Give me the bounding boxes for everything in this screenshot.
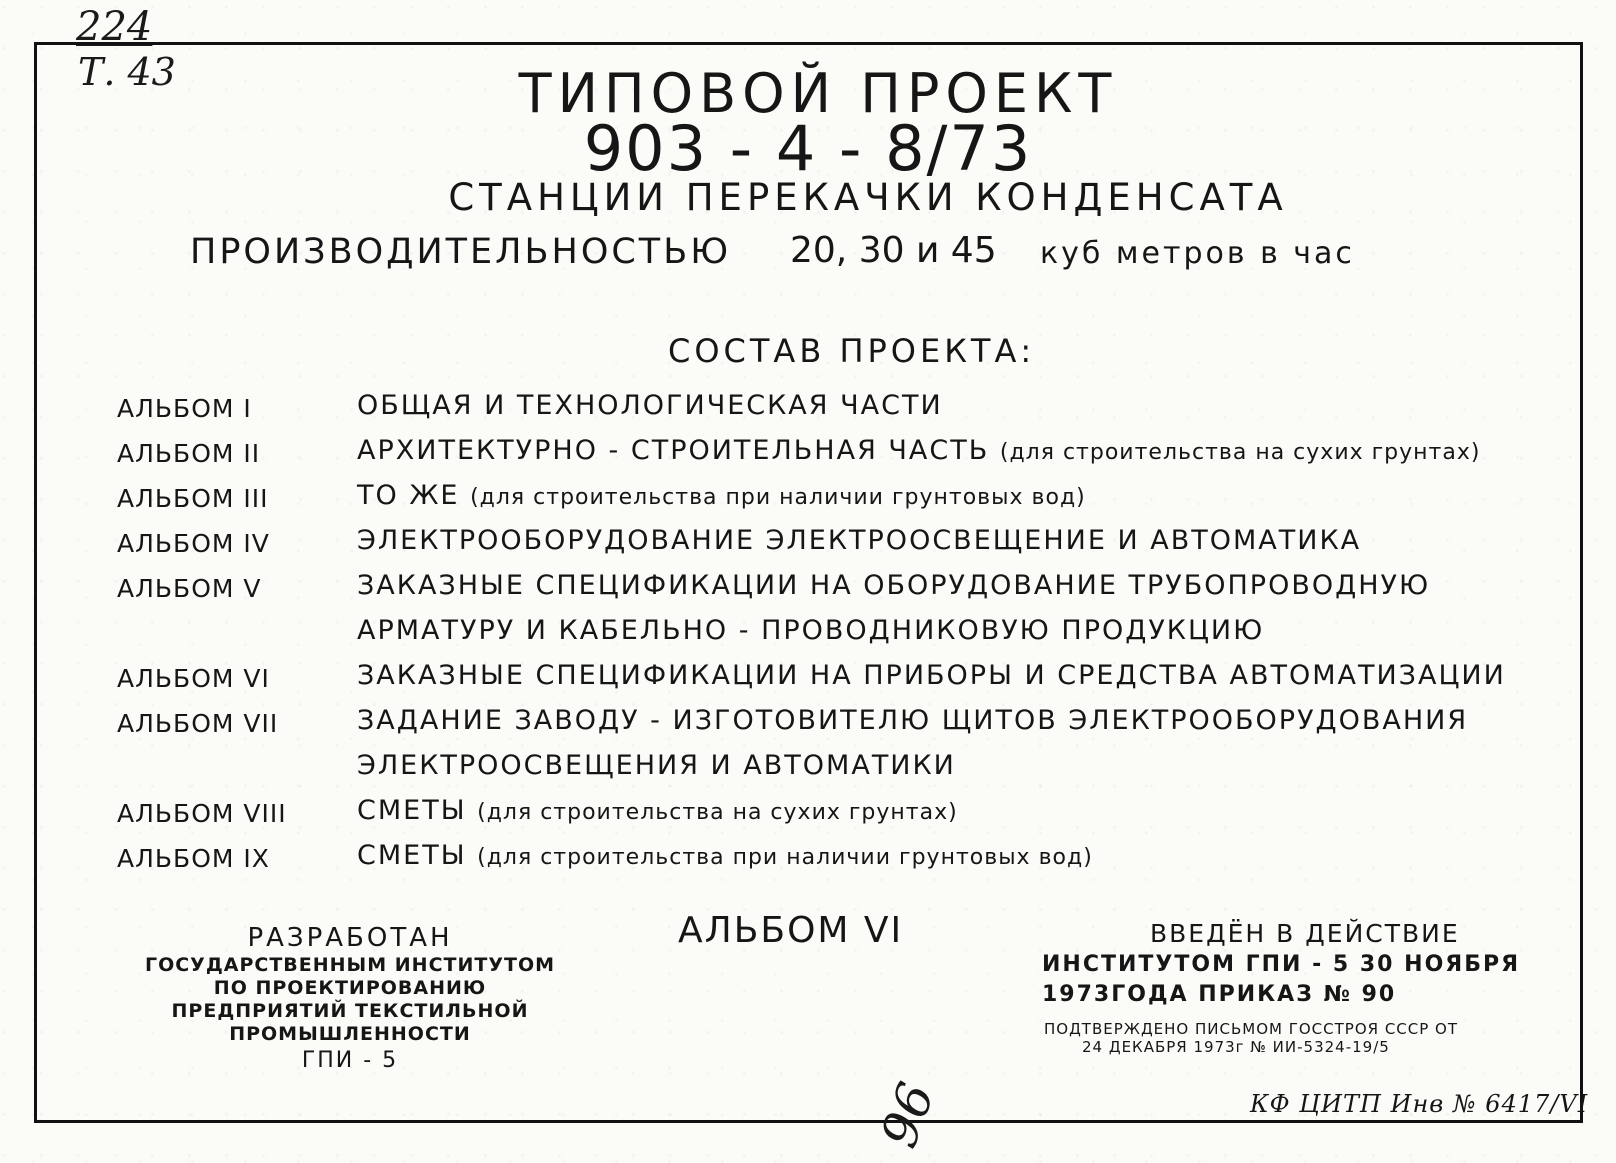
capacity-unit: куб метров в час — [1040, 236, 1355, 271]
developer-line: ПРЕДПРИЯТИЙ ТЕКСТИЛЬНОЙ — [171, 1000, 529, 1022]
developer-line: ГОСУДАРСТВЕННЫМ ИНСТИТУТОМ — [144, 954, 556, 976]
album-description: ЭЛЕКТРООБОРУДОВАНИЕ ЭЛЕКТРООСВЕЩЕНИЕ И АВТОМАТИКА — [357, 525, 1362, 556]
list-item — [112, 615, 1552, 660]
developer-line: ПРОМЫШЛЕННОСТИ — [229, 1023, 471, 1045]
album-label: АЛЬБОМ IX — [117, 844, 270, 873]
handwritten-scribble: 96 — [869, 1075, 946, 1155]
list-item — [112, 750, 1552, 795]
list-item — [112, 705, 1552, 750]
album-label: АЛЬБОМ VIII — [117, 799, 287, 828]
developer-code: ГПИ - 5 — [301, 1048, 399, 1073]
list-item — [112, 840, 1552, 885]
composition-title: СОСТАВ ПРОЕКТА: — [668, 332, 1036, 370]
capacity-prefix: ПРОИЗВОДИТЕЛЬНОСТЬЮ — [190, 232, 731, 272]
list-item — [112, 795, 1552, 840]
album-label: АЛЬБОМ IV — [117, 529, 270, 558]
introduction-line: ИНСТИТУТОМ ГПИ - 5 30 НОЯБРЯ — [1042, 952, 1521, 977]
album-label: АЛЬБОМ V — [117, 574, 262, 603]
introduction-line: 1973ГОДА ПРИКАЗ № 90 — [1042, 982, 1397, 1007]
handwritten-number-bottom: Т. 43 — [78, 50, 176, 94]
confirmation-line: ПОДТВЕРЖДЕНО ПИСЬМОМ ГОССТРОЯ СССР ОТ — [1044, 1020, 1459, 1038]
list-item — [112, 390, 1552, 435]
album-description: ЗАКАЗНЫЕ СПЕЦИФИКАЦИИ НА ОБОРУДОВАНИЕ ТРУБОПРОВОДНУЮ — [357, 570, 1431, 601]
project-subject: СТАНЦИИ ПЕРЕКАЧКИ КОНДЕНСАТА — [448, 176, 1288, 219]
introduction-block — [1042, 918, 1562, 1056]
list-item — [112, 660, 1552, 705]
album-label: АЛЬБОМ VII — [117, 709, 279, 738]
album-description: АРМАТУРУ И КАБЕЛЬНО - ПРОВОДНИКОВУЮ ПРОДУКЦИЮ — [357, 615, 1265, 646]
list-item — [112, 525, 1552, 570]
album-list — [112, 390, 1552, 885]
handwritten-number-top: 224 — [76, 4, 153, 50]
album-label: АЛЬБОМ VI — [117, 664, 270, 693]
list-item — [112, 480, 1552, 525]
album-description: ЭЛЕКТРООСВЕЩЕНИЯ И АВТОМАТИКИ — [357, 750, 956, 781]
current-album-label: АЛЬБОМ VI — [678, 910, 904, 951]
album-label: АЛЬБОМ II — [117, 439, 261, 468]
confirmation-line: 24 ДЕКАБРЯ 1973г № ИИ-5324-19/5 — [1082, 1038, 1390, 1056]
list-item — [112, 435, 1552, 480]
album-description: АРХИТЕКТУРНО - СТРОИТЕЛЬНАЯ ЧАСТЬ (для строительства на сухих грунтах) — [357, 435, 1481, 466]
album-description: ЗАКАЗНЫЕ СПЕЦИФИКАЦИИ НА ПРИБОРЫ И СРЕДСТВА АВТОМАТИЗАЦИИ — [357, 660, 1506, 691]
project-number: 903 - 4 - 8/73 — [583, 112, 1033, 185]
list-item — [112, 570, 1552, 615]
capacity-values: 20, 30 и 45 — [790, 230, 997, 271]
developer-line: ПО ПРОЕКТИРОВАНИЮ — [213, 977, 487, 999]
album-description: СМЕТЫ (для строительства на сухих грунтах) — [357, 795, 958, 826]
album-description: ТО ЖЕ (для строительства при наличии грунтовых вод) — [357, 480, 1086, 511]
album-description: ОБЩАЯ И ТЕХНОЛОГИЧЕСКАЯ ЧАСТИ — [357, 390, 943, 421]
developer-block — [120, 922, 580, 1076]
album-description: ЗАДАНИЕ ЗАВОДУ - ИЗГОТОВИТЕЛЮ ЩИТОВ ЭЛЕКТРООБОРУДОВАНИЯ — [357, 705, 1469, 736]
developer-heading: РАЗРАБОТАН — [247, 923, 453, 953]
album-description: СМЕТЫ (для строительства при наличии грунтовых вод) — [357, 840, 1093, 871]
introduction-heading: ВВЕДЁН В ДЕЙСТВИЕ — [1150, 919, 1460, 948]
album-label: АЛЬБОМ III — [117, 484, 269, 513]
project-type-title: ТИПОВОЙ ПРОЕКТ — [518, 62, 1118, 125]
album-label: АЛЬБОМ I — [117, 394, 252, 423]
inventory-number: КФ ЦИТП Инв № 6417/VI — [1250, 1090, 1589, 1118]
